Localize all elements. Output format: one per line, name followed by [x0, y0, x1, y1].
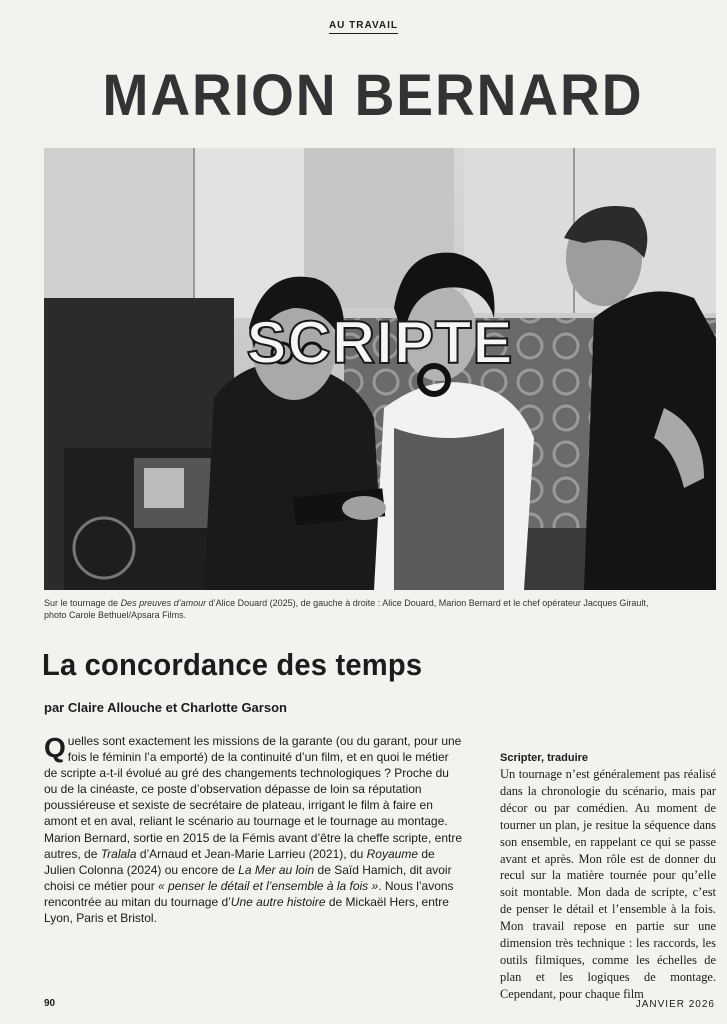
caption-suffix: d’Alice Douard (2025), de gauche à droite : Alice Douard, Marion Bernard et le chef opérateur Jacques Girault, — [206, 598, 649, 608]
article-photo — [44, 148, 716, 590]
article-byline: par Claire Allouche et Charlotte Garson — [44, 700, 287, 715]
article-name-title: MARION BERNARD — [102, 63, 644, 128]
column-subhead: Scripter, traduire — [500, 752, 589, 764]
section-label-text: AU TRAVAIL — [329, 20, 398, 34]
photo-caption — [44, 597, 716, 621]
intro-quote: « penser le détail et l’ensemble à la fois » — [158, 878, 379, 893]
intro-film-3: La Mer au loin — [238, 862, 315, 877]
intro-text-2: d’Arnaud et Jean-Marie Larrieu (2021), du — [136, 846, 367, 861]
caption-credit: photo Carole Bethuel/Apsara Films. — [44, 610, 187, 620]
section-label — [0, 20, 727, 31]
dropcap: Q — [44, 732, 66, 763]
issue-date: JANVIER 2026 — [635, 999, 715, 1010]
intro-text-1: uelles sont exactement les missions de la garante (ou du garant, pour une fois le féminin l’a emporté) de la continuité d’un film, et en quoi le métier de scripte a-t-il évolué au gré des changements technologiques ? Proche du ou de la cinéaste, ce poste d’observation dépasse de loin sa réputation poussiéreuse et sexiste de secrétaire de plateau, irrigant le film à faire en amont et en aval, reliant le scénario au tournage et le tournage au montage. Marion Bernard, sortie en 2015 de la Fémis avant d’être la cheffe scripte, entre autres, de — [44, 734, 463, 861]
intro-film-4: Une autre histoire — [230, 894, 326, 909]
intro-text-3: de Julien Colonna (2024) ou encore de — [44, 846, 435, 877]
page-number: 90 — [44, 998, 56, 1009]
article-job-title: SCRIPTE — [246, 309, 514, 376]
intro-text-6: de Mickaël Hers, entre Lyon, Paris et Bristol. — [44, 894, 449, 926]
article-column — [500, 751, 716, 1003]
column-body: Un tournage n’est généralement pas réalisé dans la chronologie du scénario, mais par décor ou par comédien. Au moment de tourner un plan, je resitue la séquence dans son ensemble, en rappelant ce qui se passe avant et après. Mon rôle est de donner du recul sur la matière tournée pour qu’elle soit montable. Mon dada de scripte, c’est de penser le détail et l’ensemble à la fois. Mon travail repose en partie sur une dimension très technique : les raccords, les outils filmiques, comme les échelles de plan et les logiques de montage. Cependant, pour chaque film — [500, 767, 716, 1001]
intro-text-5: . Nous l’avons rencontrée au mitan du tournage d’ — [44, 878, 454, 909]
intro-film-1: Tralala — [100, 846, 137, 861]
caption-prefix: Sur le tournage de — [44, 598, 121, 608]
intro-text-4: de Saïd Hamich, dit avoir choisi ce métier pour — [44, 862, 452, 893]
caption-film-title: Des preuves d’amour — [120, 598, 207, 608]
article-intro — [44, 733, 464, 926]
article-headline: La concordance des temps — [42, 647, 423, 682]
intro-film-2: Royaume — [366, 846, 418, 861]
